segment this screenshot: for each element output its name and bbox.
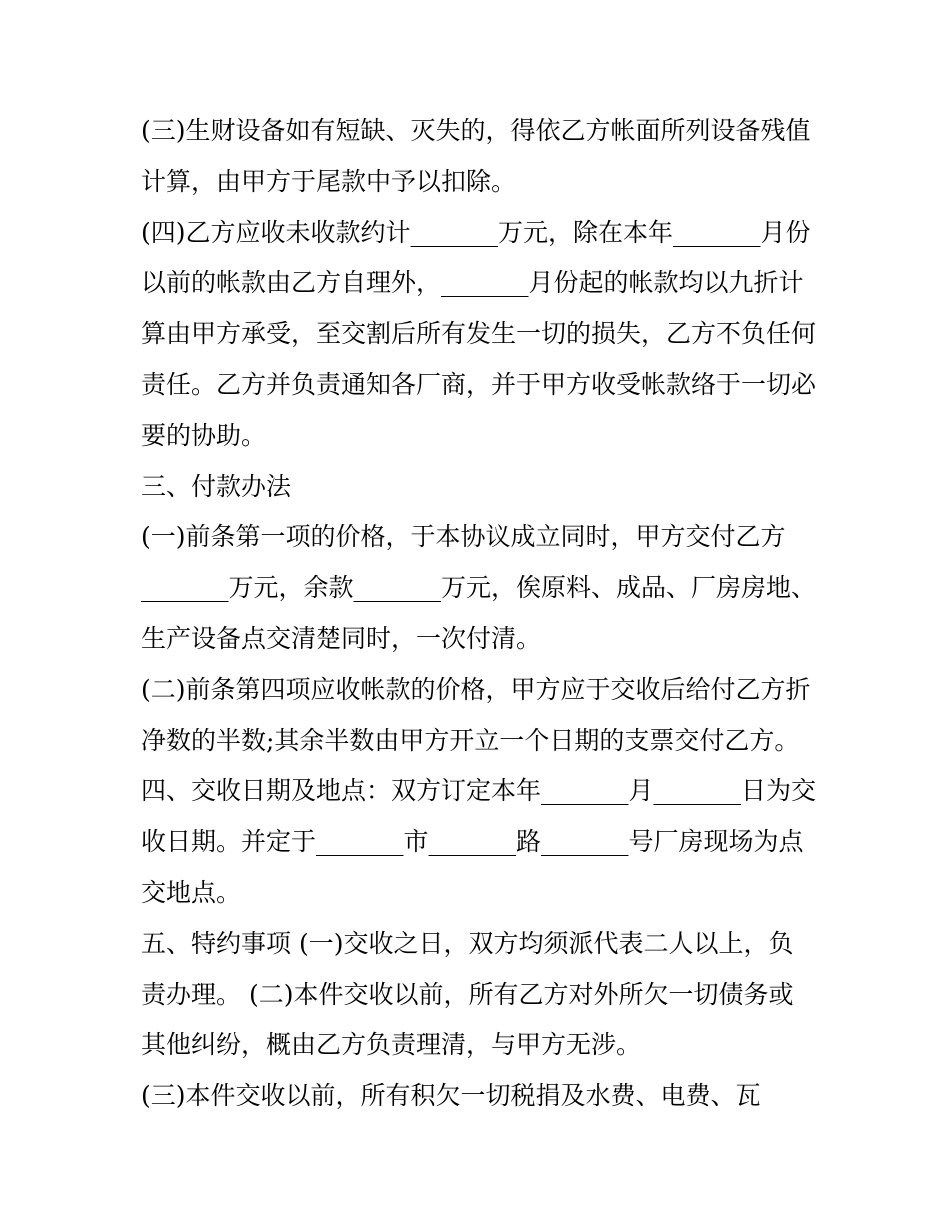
text-line: 五、特约事项 (一)交收之日，双方均须派代表二人以上，负 [141, 928, 794, 958]
section-heading: 三、付款办法 [141, 471, 292, 501]
text-line: 计算，由甲方于尾款中予以扣除。 [141, 166, 517, 196]
document-body [141, 106, 821, 1122]
text-line: 收日期。并定于_______市_______路_______号厂房现场为点 [141, 827, 804, 857]
text-line: (二)前条第四项应收帐款的价格，甲方应于交收后给付乙方折 [141, 674, 811, 704]
text-line: (三)生财设备如有短缺、灭失的，得依乙方帐面所列设备残值 [141, 116, 811, 145]
text-line: 算由甲方承受，至交割后所有发生一切的损失，乙方不负任何 [141, 319, 817, 349]
text-line: (一)前条第一项的价格，于本协议成立同时，甲方交付乙方 [141, 522, 786, 552]
text-line: (四)乙方应收未收款约计_______万元，除在本年_______月份 [141, 217, 811, 247]
text-line: 生产设备点交清楚同时，一次付清。 [141, 623, 542, 653]
text-line: 责任。乙方并负责通知各厂商，并于甲方收受帐款络于一切必 [141, 369, 817, 399]
text-line: 以前的帐款由乙方自理外，_______月份起的帐款均以九折计 [141, 268, 804, 298]
text-line: 交地点。 [141, 877, 242, 907]
text-line: 四、交收日期及地点：双方订定本年_______月_______日为交 [141, 776, 817, 806]
text-line: 责办理。 (二)本件交收以前，所有乙方对外所欠一切债务或 [141, 979, 794, 1009]
text-line: (三)本件交收以前，所有积欠一切税捐及水费、电费、瓦 [141, 1081, 761, 1111]
text-line: 净数的半数;其余半数由甲方开立一个日期的支票交付乙方。 [141, 725, 800, 755]
text-line: 其他纠纷，概由乙方负责理清，与甲方无涉。 [141, 1030, 642, 1060]
text-line: _______万元，余款_______万元，俟原料、成品、厂房房地、 [141, 573, 817, 603]
text-line: 要的协助。 [141, 420, 267, 450]
